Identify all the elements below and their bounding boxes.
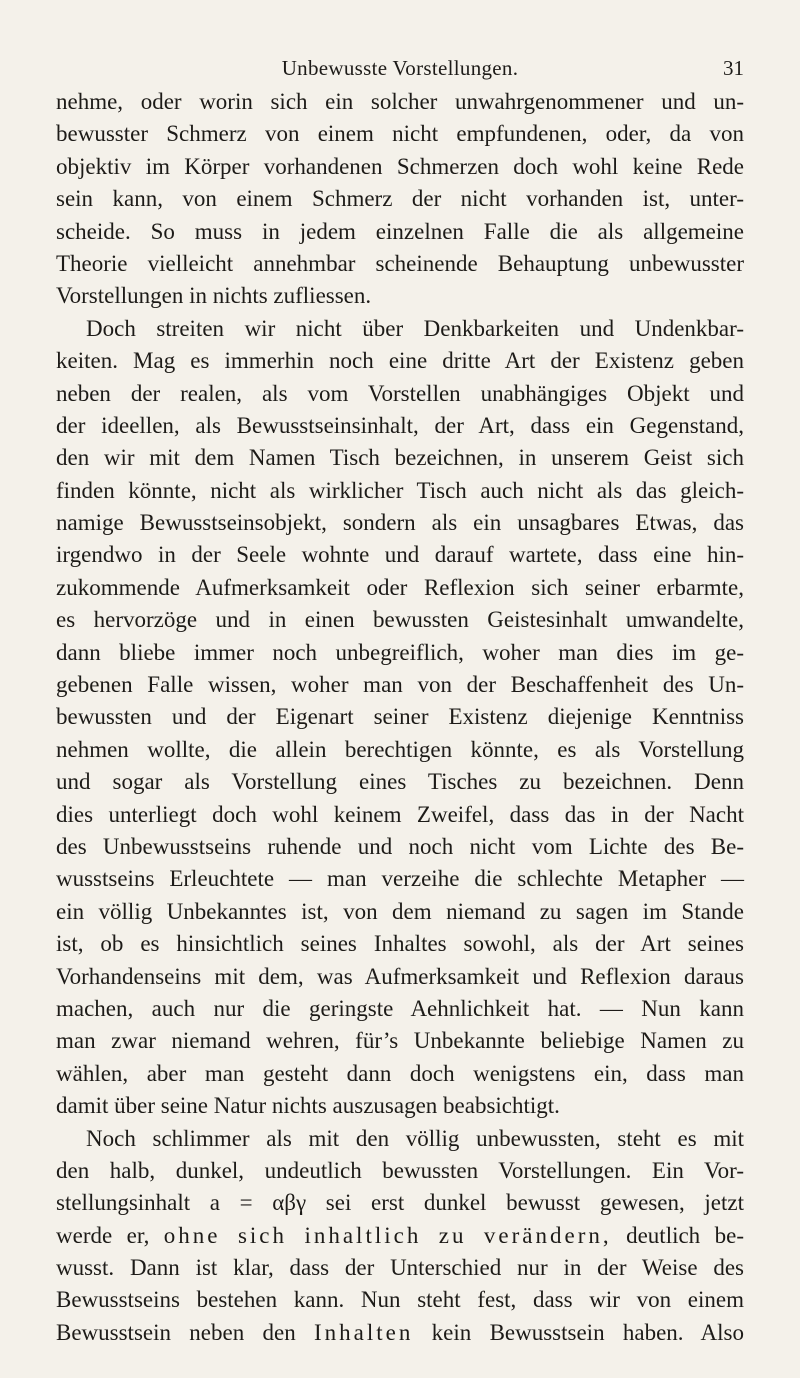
text-line: der ideellen, als Bewusstseinsinhalt, der Art, dass ein Gegenstand, [56, 412, 744, 438]
text-line: den wir mit dem Namen Tisch bezeichnen, in unserem Geist sich [56, 445, 744, 471]
text-line: scheide. So muss in jedem einzelnen Falle die als allgemeine [56, 218, 744, 244]
text-line: finden könnte, nicht als wirklicher Tisch auch nicht als das gleich- [56, 477, 744, 503]
text-line: bewussten und der Eigenart seiner Existenz diejenige Kenntniss [56, 704, 744, 730]
text-line: damit über seine Natur nichts auszusagen beabsichtigt. [56, 1093, 560, 1119]
text-line: Theorie vielleicht annehmbar scheinende Behauptung unbewusster [56, 250, 744, 276]
text-line: nehme, oder worin sich ein solcher unwahrgenommener und un- [56, 89, 744, 114]
running-head: Unbewusste Vorstellungen. [281, 56, 519, 80]
page-number: 31 [723, 56, 744, 80]
text-line: wusstseins Erleuchtete — man verzeihe die schlechte Metapher — [56, 866, 744, 892]
text-line: dann bliebe immer noch unbegreiflich, woher man dies im ge- [56, 639, 744, 665]
text-line: Noch schlimmer als mit den völlig unbewussten, steht es mit [86, 1125, 744, 1151]
emphasized-text: Inhalten [314, 1319, 414, 1345]
text-line: Bewusstseins bestehen kann. Nun steht fest, dass wir von einem [56, 1287, 744, 1313]
text-line: es hervorzöge und in einen bewussten Geistesinhalt umwandelte, [56, 607, 744, 633]
emphasized-text: ohne sich inhaltlich zu verändern, [163, 1222, 612, 1248]
text-line: stellungsinhalt a = αβγ sei erst dunkel bewusst gewesen, jetzt [56, 1190, 744, 1216]
text-line: neben der realen, als vom Vorstellen unabhängiges Objekt und [56, 380, 744, 406]
text-line: gebenen Falle wissen, woher man von der Beschaffenheit des Un- [56, 672, 744, 698]
text-line: wählen, aber man gesteht dann doch wenigstens ein, dass man [56, 1060, 744, 1086]
text-line: namige Bewusstseinsobjekt, sondern als ein unsagbares Etwas, das [56, 510, 744, 536]
text-line: dies unterliegt doch wohl keinem Zweifel, dass das in der Nacht [56, 801, 744, 827]
text-segment: werde er, [56, 1222, 150, 1248]
text-line: bewusster Schmerz von einem nicht empfundenen, oder, da von [56, 121, 744, 147]
text-line: Vorstellungen in nichts zufliessen. [56, 283, 372, 309]
text-line: machen, auch nur die geringste Aehnlichkeit hat. — Nun kann [56, 995, 744, 1021]
text-line: man zwar niemand wehren, für’s Unbekannte beliebige Namen zu [56, 1028, 744, 1054]
text-line: ein völlig Unbekanntes ist, von dem niemand zu sagen im Stande [56, 898, 744, 924]
text-line: nehmen wollte, die allein berechtigen könnte, es als Vorstellung [56, 736, 744, 762]
text-line [56, 1317, 744, 1349]
text-line: ist, ob es hinsichtlich seines Inhaltes sowohl, als der Art seines [56, 931, 744, 957]
text-line [56, 1220, 744, 1252]
text-segment: Bewusstsein neben den [56, 1319, 296, 1345]
text-line: keiten. Mag es immerhin noch eine dritte Art der Existenz geben [56, 348, 744, 374]
text-segment: kein Bewusstsein haben. Also [431, 1319, 744, 1345]
text-segment: deutlich be- [626, 1222, 744, 1248]
text-line: und sogar als Vorstellung eines Tisches zu bezeichnen. Denn [56, 769, 744, 795]
text-line: irgendwo in der Seele wohnte und darauf wartete, dass eine hin- [56, 542, 744, 568]
body-text [56, 86, 744, 1349]
page-header [56, 56, 744, 80]
text-line: objektiv im Körper vorhandenen Schmerzen doch wohl keine Rede [56, 153, 744, 179]
text-line: wusst. Dann ist klar, dass der Unterschied nur in der Weise des [56, 1255, 744, 1281]
text-line: Vorhandenseins mit dem, was Aufmerksamkeit und Reflexion daraus [56, 963, 744, 989]
text-line: den halb, dunkel, undeutlich bewussten Vorstellungen. Ein Vor- [56, 1157, 744, 1183]
text-line: des Unbewusstseins ruhende und noch nicht vom Lichte des Be- [56, 833, 744, 859]
text-line: sein kann, von einem Schmerz der nicht vorhanden ist, unter- [56, 186, 744, 212]
text-line: zukommende Aufmerksamkeit oder Reflexion sich seiner erbarmte, [56, 574, 744, 600]
text-line: Doch streiten wir nicht über Denkbarkeiten und Undenkbar- [86, 315, 744, 341]
